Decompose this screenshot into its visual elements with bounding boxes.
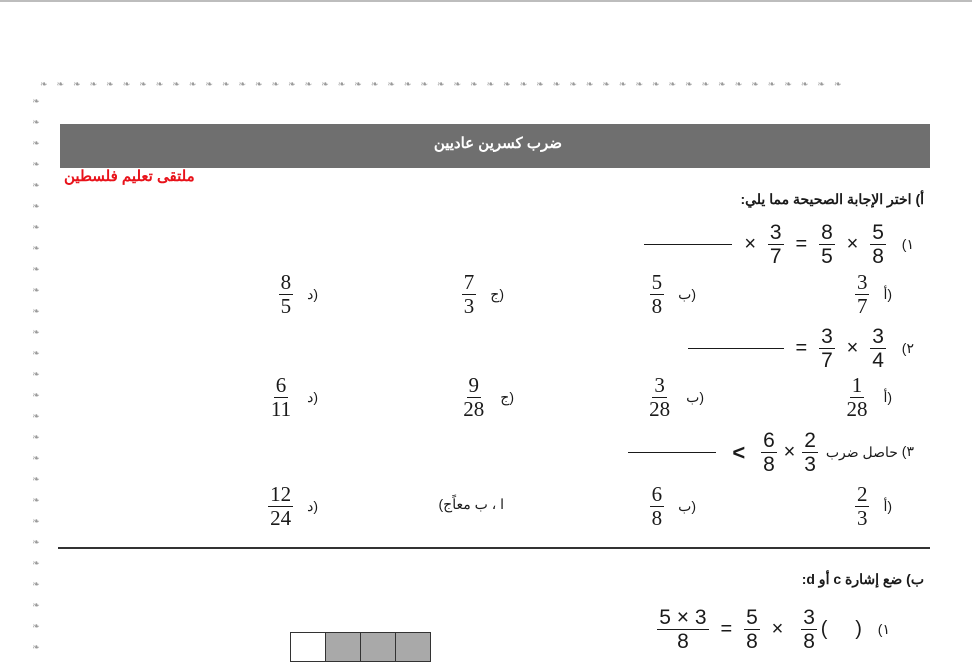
grid-cell — [290, 632, 326, 662]
fraction: $\frac{5}{8}$ — [872, 221, 884, 268]
question-3-number: ٣) — [901, 443, 914, 460]
section-divider — [58, 547, 930, 549]
answer-blank[interactable] — [628, 452, 716, 453]
question-number: ١) — [877, 621, 890, 637]
question-3-prefix: حاصل ضرب — [825, 444, 898, 460]
equals-sign: = — [795, 233, 808, 255]
question-2-expression — [688, 326, 914, 371]
option-b[interactable]: ب) $\frac{5}{8}$ — [651, 270, 696, 318]
answer-box[interactable]: ( ) — [820, 618, 862, 640]
decorative-border-left: ❧ ❧ ❧ ❧ ❧ ❧ ❧ ❧ ❧ ❧ ❧ ❧ ❧ ❧ ❧ ❧ ❧ ❧ ❧ ❧ ❧ ❧ ❧ ❧ ❧ ❧ ❧ — [32, 97, 40, 653]
option-c[interactable]: ج) ا ، ب معاً — [438, 496, 504, 512]
option-a[interactable]: أ) $\frac{1}{28}$ — [846, 373, 892, 421]
times-sign: × — [846, 337, 859, 359]
times-sign: × — [846, 233, 859, 255]
option-a[interactable]: أ) $\frac{2}{3}$ — [856, 482, 892, 530]
section-a-instruction: اختر الإجابة الصحيحة مما يلي: — [740, 191, 912, 207]
grid-cell-shaded — [325, 632, 361, 662]
fraction: $\frac{3}{7}$ — [821, 325, 833, 372]
option-d[interactable]: د) $\frac{12}{24}$ — [270, 482, 318, 530]
question-3-expression — [628, 430, 914, 475]
times-sign: × — [744, 233, 757, 255]
question-2-number: ٢) — [901, 340, 914, 356]
answer-blank[interactable] — [644, 244, 732, 245]
option-b[interactable]: ب) $\frac{3}{28}$ — [649, 373, 704, 421]
watermark-text: ملتقى تعليم فلسطين — [64, 168, 195, 185]
fraction: $\frac{8}{5}$ — [821, 221, 833, 268]
top-rule — [0, 0, 972, 2]
section-b-heading — [802, 571, 924, 588]
option-b[interactable]: ب) $\frac{6}{8}$ — [651, 482, 696, 530]
question-1-expression — [644, 222, 914, 267]
option-c[interactable]: ج) $\frac{9}{28}$ — [463, 373, 514, 421]
page-title: ضرب كسرين عاديين — [433, 135, 562, 152]
option-c[interactable]: ج) $\frac{7}{3}$ — [463, 270, 504, 318]
fraction: $\frac{6}{8}$ — [763, 429, 775, 476]
fraction: $\frac{3}{4}$ — [872, 325, 884, 372]
grid-cell-shaded — [360, 632, 396, 662]
question-1-number: ١) — [901, 236, 914, 252]
comparison-sign: > — [732, 439, 746, 465]
decorative-border-top: ❧❧❧❧❧❧❧❧❧❧❧❧❧❧❧❧❧❧❧❧❧❧❧❧❧❧❧❧❧❧❧❧❧❧❧❧❧❧❧❧❧❧❧❧❧❧❧❧❧ — [40, 80, 851, 90]
option-d[interactable]: د) $\frac{8}{5}$ — [280, 270, 318, 318]
times-sign: × — [771, 618, 784, 640]
grid-cell-shaded — [395, 632, 431, 662]
section-b-instruction: ضع إشارة c أو d: — [801, 571, 903, 587]
equals-sign: = — [720, 618, 733, 640]
section-b-question-1 — [657, 607, 890, 652]
answer-blank[interactable] — [688, 348, 784, 349]
fraction: $\frac{3}{7}$ — [769, 221, 782, 268]
option-d[interactable]: د) $\frac{6}{11}$ — [270, 373, 318, 421]
fraction: $\frac{2}{3}$ — [804, 429, 816, 476]
fraction-grid-model — [291, 632, 431, 662]
section-a-label: أ) — [915, 191, 924, 207]
fraction: $\frac{3}{8}$ — [803, 606, 815, 653]
option-a[interactable]: أ) $\frac{3}{7}$ — [856, 270, 892, 318]
times-sign: × — [783, 441, 796, 463]
section-a-heading — [740, 191, 924, 208]
fraction: $\frac{5}{8}$ — [746, 606, 758, 653]
fraction: $\frac{5 \times 3}{8}$ — [659, 606, 707, 653]
section-b-label: ب) — [906, 571, 924, 587]
equals-sign: = — [795, 337, 808, 359]
